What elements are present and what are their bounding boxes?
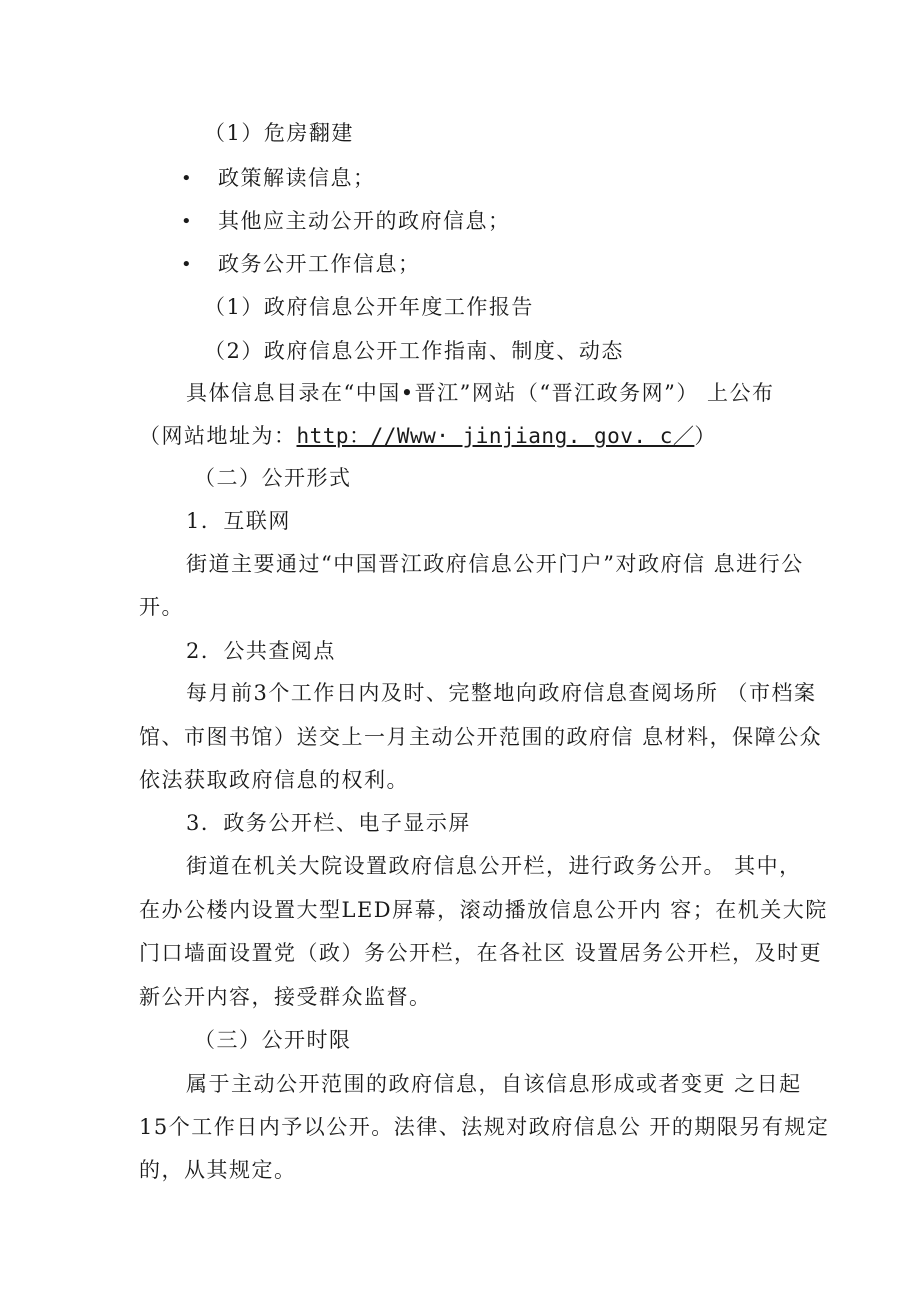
bullet-icon: • [181, 168, 192, 189]
bullet-item-work-info: 政务公开工作信息； [218, 252, 421, 276]
bullet-item-other-info: 其他应主动公开的政府信息； [218, 209, 511, 233]
bullet-icon: • [181, 211, 192, 232]
catalog-line: 具体信息目录在“中国•晋江”网站（“晋江政务网”） 上公布 [186, 381, 775, 405]
paragraph-line: 每月前3个工作日内及时、完整地向政府信息查阅场所 （市档案 [186, 681, 817, 705]
bullet-icon: • [181, 254, 192, 275]
subheading-internet: 1．互联网 [186, 509, 291, 533]
bullet-item-policy: 政策解读信息； [218, 166, 376, 190]
subheading-reading-points: 2．公共查阅点 [186, 639, 336, 663]
paragraph-line: 依法获取政府信息的权利。 [139, 768, 409, 792]
paragraph-line: 新公开内容，接受群众监督。 [139, 985, 432, 1009]
list-item-rebuild: （1）危房翻建 [204, 121, 354, 145]
catalog-address-line [139, 424, 717, 448]
paragraph-line: 街道主要通过“中国晋江政府信息公开门户”对政府信 息进行公 [186, 552, 804, 576]
paragraph-line: 15个工作日内予以公开。法律、法规对政府信息公 开的期限另有规定 [139, 1115, 830, 1139]
paragraph-line: 属于主动公开范围的政府信息，自该信息形成或者变更 之日起 [186, 1072, 802, 1096]
paragraph-line: 门口墙面设置党（政）务公开栏，在各社区 设置居务公开栏，及时更 [139, 941, 823, 965]
subheading-bulletin-board: 3．政务公开栏、电子显示屏 [186, 811, 471, 835]
paragraph-line: 在办公楼内设置大型LED屏幕，滚动播放信息公开内 容；在机关大院 [139, 898, 828, 922]
paragraph-line: 街道在机关大院设置政府信息公开栏，进行政务公开。 其中， [186, 854, 802, 878]
section-heading-forms: （二）公开形式 [194, 466, 352, 490]
catalog-prefix: （网站地址为： [139, 424, 297, 448]
list-item-guide: （2）政府信息公开工作指南、制度、动态 [204, 339, 624, 363]
paragraph-line: 馆、市图书馆）送交上一月主动公开范围的政府信 息材料，保障公众 [139, 725, 823, 749]
section-heading-time-limit: （三）公开时限 [194, 1028, 352, 1052]
paragraph-line: 的，从其规定。 [139, 1158, 297, 1182]
catalog-suffix: ） [694, 424, 717, 448]
website-link[interactable]: http：//Www· jinjiang. gov. c／ [296, 424, 695, 448]
paragraph-line: 开。 [139, 595, 184, 619]
list-item-annual-report: （1）政府信息公开年度工作报告 [204, 295, 534, 319]
